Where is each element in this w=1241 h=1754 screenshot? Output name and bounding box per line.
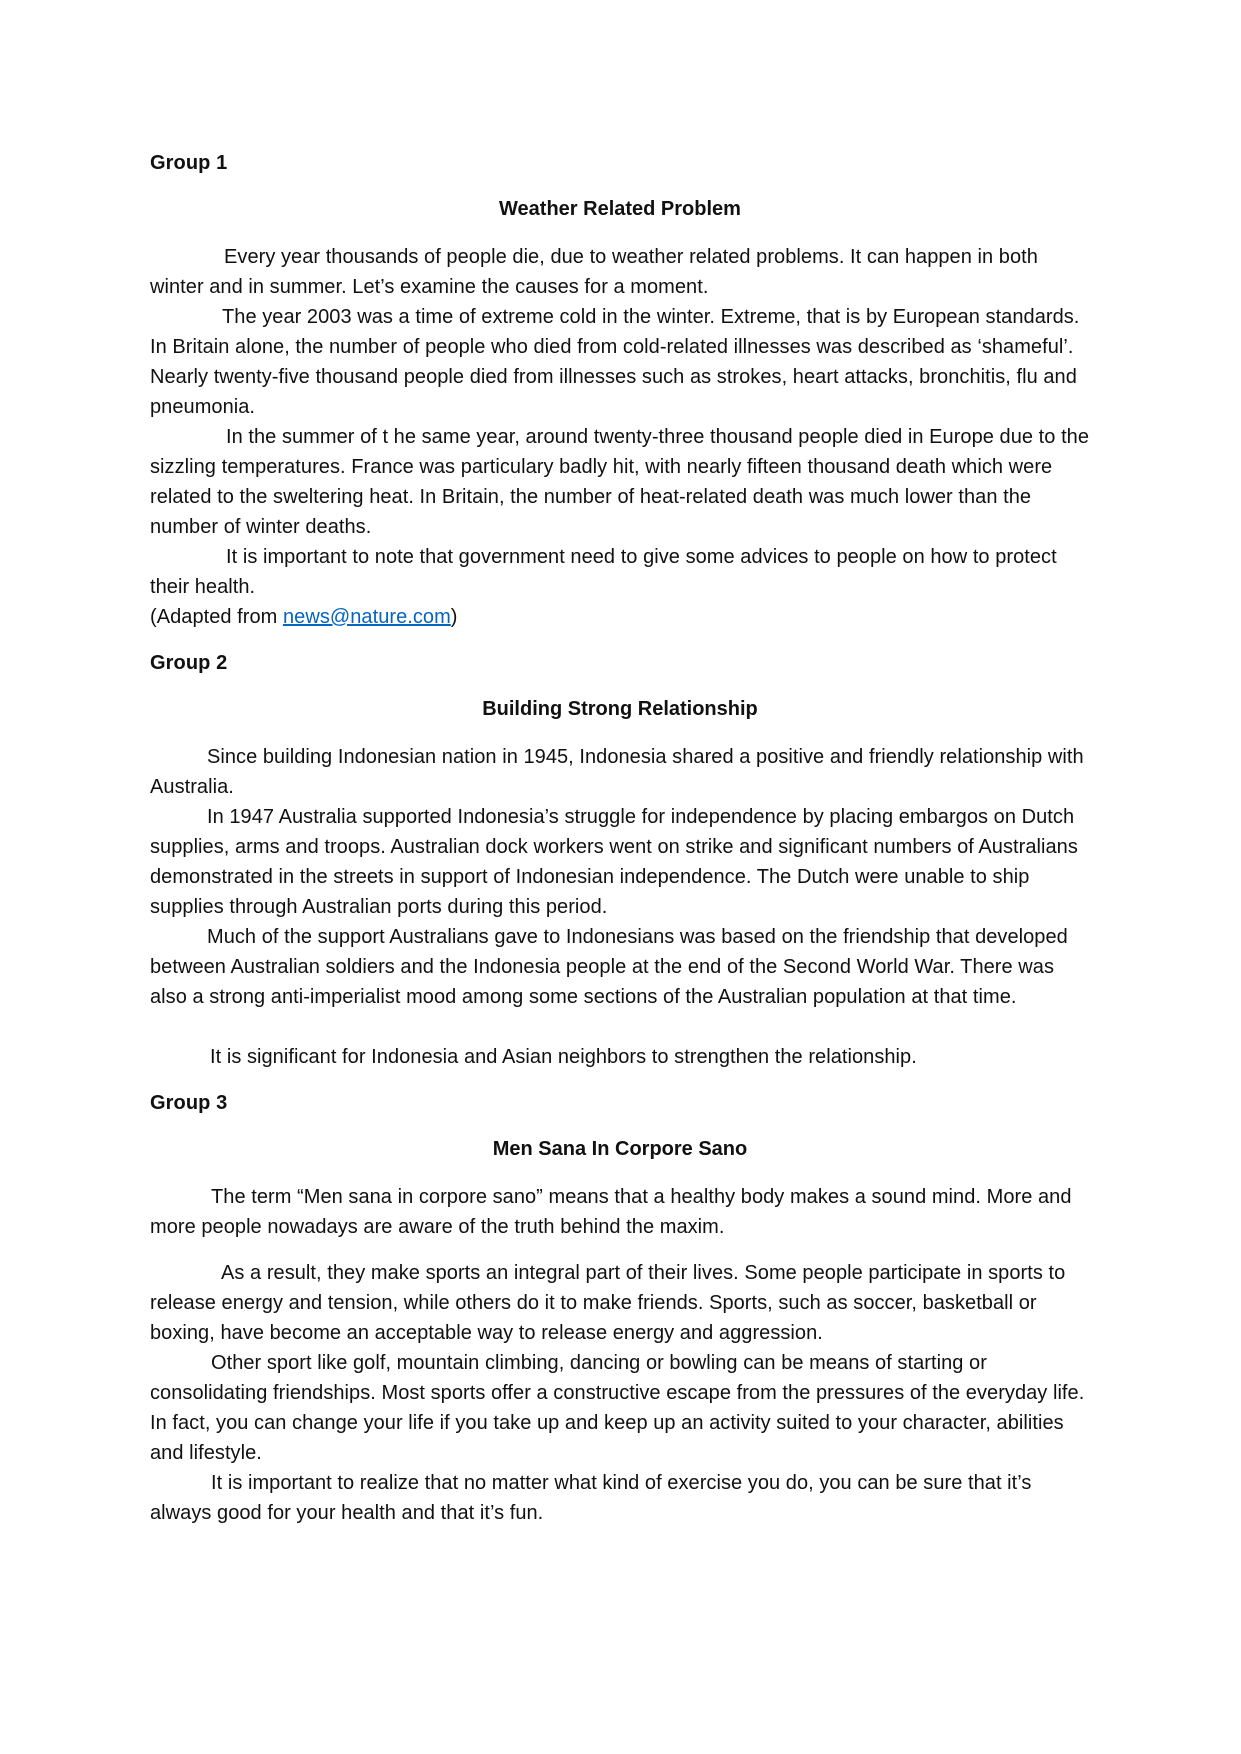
group-3-heading: Group 3 bbox=[150, 1092, 228, 1114]
group-1-paragraph-4: It is important to note that government need to give some advices to people on how to protect their health. bbox=[150, 546, 1057, 598]
group-2-paragraph-2: In 1947 Australia supported Indonesia’s struggle for independence by placing embargos on Dutch supplies, arms and troops. Australian dock workers went on strike and significant numbers of Australians demonstrated in the streets in support of Indonesian independence. The Dutch were unable to ship supplies through Australian ports during this period. bbox=[150, 806, 1078, 918]
group-1-paragraph-1: Every year thousands of people die, due to weather related problems. It can happen in both winter and in summer. Let’s examine the causes for a moment. bbox=[150, 246, 1038, 298]
group-1-paragraph-3: In the summer of t he same year, around twenty-three thousand people died in Europe due to the sizzling temperatures. France was particulary badly hit, with nearly fifteen thousand death which were related to the sweltering heat. In Britain, the number of heat-related death was much lower than the number of winter deaths. bbox=[150, 426, 1090, 538]
group-3-paragraph-4: It is important to realize that no matter what kind of exercise you do, you can be sure that it’s always good for your health and that it’s fun. bbox=[150, 1472, 1032, 1524]
group-3-paragraph-3: Other sport like golf, mountain climbing, dancing or bowling can be means of starting or consolidating friendships. Most sports offer a constructive escape from the pressures of the everyday life. In fact, you can change your life if you take up and keep up an activity suited to your character, abilities and lifestyle. bbox=[150, 1352, 1085, 1464]
group-1-paragraph-2: The year 2003 was a time of extreme cold in the winter. Extreme, that is by European standards. In Britain alone, the number of people who died from cold-related illnesses was described as ‘shameful’. Nearly twenty-five thousand people died from illnesses such as strokes, heart attacks, bronchitis, flu and pneumonia. bbox=[150, 306, 1080, 418]
group-1-source: (Adapted from news@nature.com) bbox=[150, 606, 458, 628]
group-2-paragraph-1: Since building Indonesian nation in 1945, Indonesia shared a positive and friendly relationship with Australia. bbox=[150, 746, 1084, 798]
group-3-paragraph-2: As a result, they make sports an integral part of their lives. Some people participate in sports to release energy and tension, while others do it to make friends. Sports, such as soccer, basketball or boxing, have become an acceptable way to release energy and aggression. bbox=[150, 1262, 1066, 1344]
group-3-title: Men Sana In Corpore Sano bbox=[492, 1138, 748, 1160]
group-2-heading: Group 2 bbox=[150, 652, 228, 674]
group-2-title: Building Strong Relationship bbox=[482, 698, 758, 720]
group-1-heading: Group 1 bbox=[150, 152, 228, 174]
group-2-paragraph-3: Much of the support Australians gave to Indonesians was based on the friendship that developed between Australian soldiers and the Indonesia people at the end of the Second World War. There was also a strong anti-imperialist mood among some sections of the Australian population at that time. bbox=[150, 926, 1068, 1008]
group-2-paragraph-4: It is significant for Indonesia and Asian neighbors to strengthen the relationship. bbox=[210, 1046, 917, 1068]
group-1-title: Weather Related Problem bbox=[499, 198, 741, 220]
group-3-paragraph-1: The term “Men sana in corpore sano” means that a healthy body makes a sound mind. More and more people nowadays are aware of the truth behind the maxim. bbox=[150, 1186, 1072, 1238]
source-link[interactable]: news@nature.com bbox=[283, 606, 451, 628]
